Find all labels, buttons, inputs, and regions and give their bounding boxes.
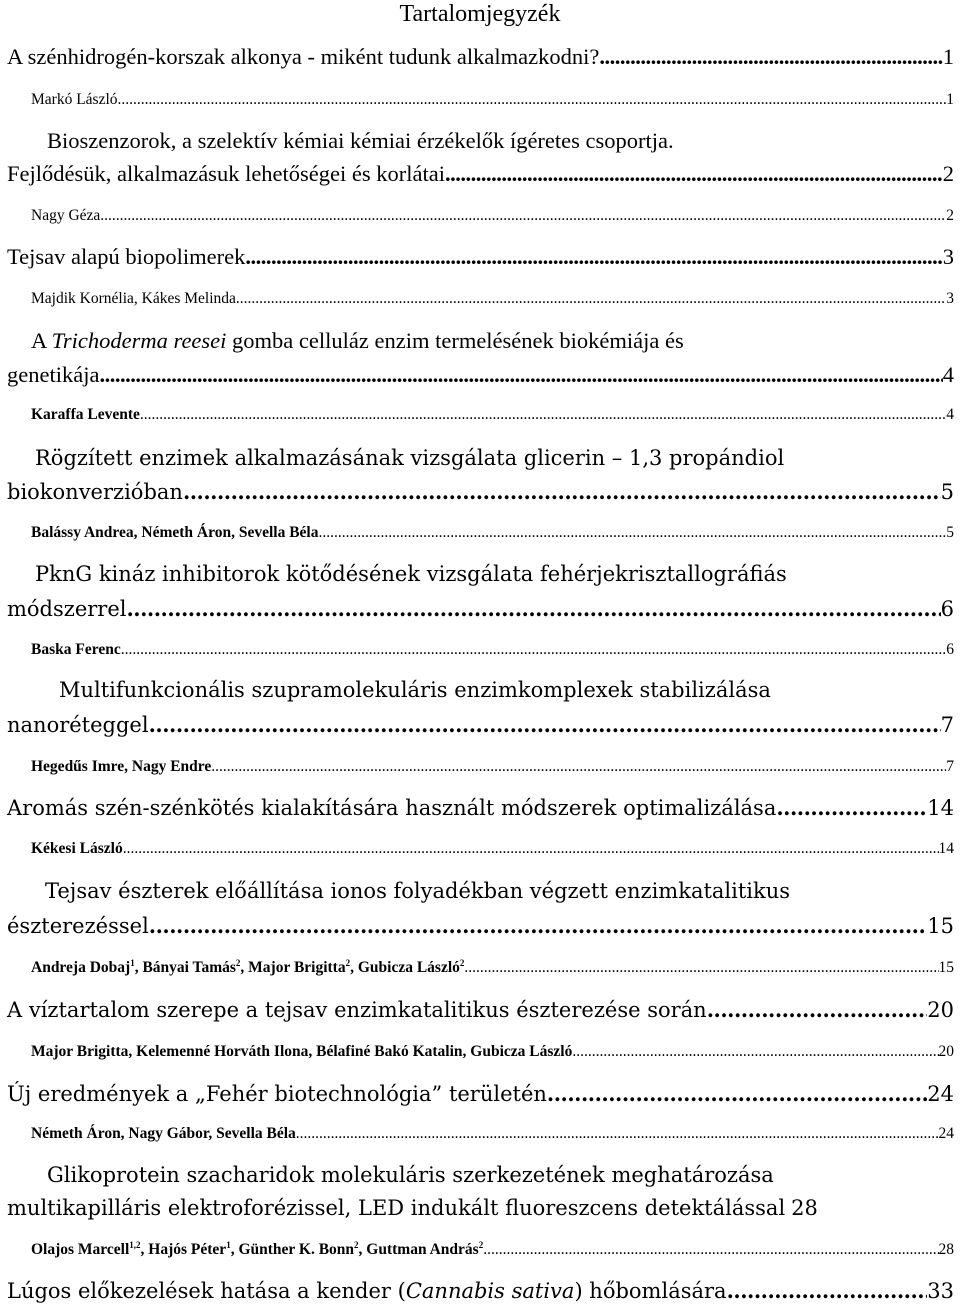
entry-authors: Hegedűs Imre, Nagy Endre (31, 758, 212, 775)
toc-authors-11 (7, 1124, 954, 1144)
entry-authors: Balássy Andrea, Németh Áron, Sevella Béla (31, 524, 319, 541)
page-number: 24 (938, 1125, 954, 1142)
page-number: 5 (940, 480, 954, 504)
page-number: 5 (946, 524, 954, 541)
toc-entry-5[interactable] (7, 475, 954, 509)
entry-title: A szénhidrogén-korszak alkonya - miként tudunk alkalmazkodni? (7, 44, 600, 69)
page-number: 6 (940, 597, 954, 621)
dot-leader (211, 757, 946, 777)
toc-entry-5-line1[interactable]: Rögzített enzimek alkalmazásának vizsgálata glicerin – 1,3 propándiol (35, 446, 785, 470)
entry-authors: Karaffa Levente (31, 406, 140, 423)
page-number: 7 (946, 758, 954, 775)
toc-entry-13[interactable] (7, 1274, 954, 1308)
entry-authors: Markó László (31, 91, 118, 108)
page-number: 2 (946, 207, 954, 224)
toc-entry-1[interactable] (7, 40, 954, 73)
dot-leader (140, 405, 946, 425)
entry-title: biokonverzióban (7, 480, 183, 504)
toc-authors-7 (7, 757, 954, 777)
toc-authors-3 (7, 289, 954, 309)
entry-title-part: A (31, 328, 52, 353)
entry-title: A víztartalom szerepe a tejsav enzimkatalitikus észterezése során (7, 998, 707, 1022)
dot-leader (149, 909, 927, 942)
toc-entry-11[interactable] (7, 1077, 954, 1111)
page-number: 2 (942, 161, 954, 186)
toc-entry-2-line1[interactable]: Bioszenzorok, a szelektív kémiai kémiai érzékelők ígéretes csoportja. (47, 128, 674, 153)
entry-title-italic: Cannabis sativa (405, 1279, 575, 1303)
dot-leader (776, 791, 927, 824)
entry-title-italic: Trichoderma reesei (51, 328, 227, 353)
dot-leader (599, 40, 942, 73)
dot-leader (707, 993, 928, 1026)
toc-entry-2[interactable] (7, 157, 954, 190)
toc-authors-9 (7, 958, 954, 978)
entry-authors: Kékesi László (31, 840, 123, 857)
dot-leader (100, 206, 946, 226)
entry-authors: Nagy Géza (31, 207, 101, 224)
page-number: 20 (938, 1043, 954, 1060)
entry-authors: Major Brigitta, Kelemenné Horváth Ilona, Bélafiné Bakó Katalin, Gubicza László (31, 1043, 573, 1060)
toc-entry-7[interactable] (7, 708, 954, 742)
page-number: 14 (927, 796, 954, 820)
dot-leader (123, 839, 939, 859)
toc-authors-12 (7, 1240, 954, 1260)
page-number: 4 (946, 406, 954, 423)
page-number: 7 (940, 713, 954, 737)
toc-authors-8 (7, 839, 954, 859)
dot-leader (183, 475, 941, 508)
entry-title: Lúgos előkezelések hatása a kender (Cannabis sativa) hőbomlására (7, 1279, 727, 1303)
dot-leader (547, 1077, 927, 1110)
dot-leader (121, 640, 947, 660)
entry-title: Fejlődésük, alkalmazásuk lehetőségei és korlátai (7, 161, 445, 186)
dot-leader (318, 523, 946, 543)
dot-leader (483, 1240, 938, 1260)
toc-entry-3[interactable] (7, 240, 954, 273)
dot-leader (118, 90, 947, 110)
toc-authors-1 (7, 90, 954, 110)
page-title: Tartalomjegyzék (399, 1, 561, 27)
page-number: 3 (942, 244, 954, 269)
toc-entry-12[interactable] (7, 1192, 954, 1225)
entry-title: multikapilláris elektroforézissel, LED indukált fluoreszcens detektálással (7, 1196, 786, 1220)
toc-entry-6-line1[interactable]: PknG kináz inhibitorok kötődésének vizsgálata fehérjekrisztallográfiás (35, 562, 787, 586)
entry-title: Új eredmények a „Fehér biotechnológia” területén (7, 1082, 547, 1106)
toc-authors-2 (7, 206, 954, 226)
page-number: 1 (942, 44, 954, 69)
dot-leader (245, 240, 942, 273)
page-number: 1 (946, 91, 954, 108)
page-number: 14 (938, 840, 954, 857)
page-number: 20 (927, 998, 954, 1022)
toc-entry-4-line1[interactable] (7, 324, 954, 357)
page-number: 4 (942, 362, 954, 387)
dot-leader (572, 1042, 938, 1062)
toc-entry-8[interactable] (7, 791, 954, 825)
dot-leader (99, 358, 942, 391)
entry-authors: Majdik Kornélia, Kákes Melinda (31, 290, 236, 307)
page-number: 3 (946, 290, 954, 307)
page-number: 28 (791, 1196, 818, 1220)
entry-authors: Baska Ferenc (31, 641, 121, 658)
entry-authors: Andreja Dobaj$^1$, Bányai Tamás$^2$, Major Brigitta$^2$, Gubicza László$^2$ (31, 958, 465, 976)
toc-entry-6[interactable] (7, 592, 954, 626)
toc-authors-4 (7, 405, 954, 425)
page-number: 6 (946, 641, 954, 658)
toc-authors-5 (7, 523, 954, 543)
dot-leader (727, 1274, 928, 1307)
entry-authors: Olajos Marcell$^{1,2}$, Hajós Péter$^1$, Günther K. Bonn$^2$, Guttman András$^2$ (31, 1240, 484, 1258)
entry-authors: Németh Áron, Nagy Gábor, Sevella Béla (31, 1125, 296, 1142)
page-number: 33 (927, 1279, 954, 1303)
entry-title: genetikája (7, 362, 100, 387)
entry-title: nanoréteggel (7, 713, 149, 737)
toc-authors-6 (7, 640, 954, 660)
page-number: 24 (927, 1082, 954, 1106)
dot-leader (296, 1124, 939, 1144)
toc-entry-12-line1[interactable]: Glikoprotein szacharidok molekuláris szerkezetének meghatározása (47, 1163, 774, 1187)
page-number: 28 (938, 1241, 954, 1258)
toc-entry-7-line1[interactable]: Multifunkcionális szupramolekuláris enzimkomplexek stabilizálása (59, 678, 771, 702)
entry-title-part: gomba celluláz enzim termelésének biokémiája és (226, 328, 684, 353)
toc-entry-10[interactable] (7, 993, 954, 1027)
toc-entry-4[interactable] (7, 358, 954, 391)
entry-title: Aromás szén-szénkötés kialakítására használt módszerek optimalizálása (7, 796, 777, 820)
entry-title: Tejsav alapú biopolimerek (7, 244, 246, 269)
toc-entry-9-line1[interactable]: Tejsav észterek előállítása ionos folyadékban végzett enzimkatalitikus (45, 879, 791, 903)
dot-leader (464, 958, 938, 978)
page-number: 15 (927, 914, 954, 938)
page-number: 15 (938, 959, 954, 976)
dot-leader (445, 157, 943, 190)
entry-title: észterezéssel (7, 914, 149, 938)
toc-authors-10 (7, 1042, 954, 1062)
toc-entry-9[interactable] (7, 909, 954, 943)
entry-title: módszerrel (7, 597, 127, 621)
dot-leader (149, 708, 941, 741)
dot-leader (127, 592, 941, 625)
dot-leader (236, 289, 946, 309)
